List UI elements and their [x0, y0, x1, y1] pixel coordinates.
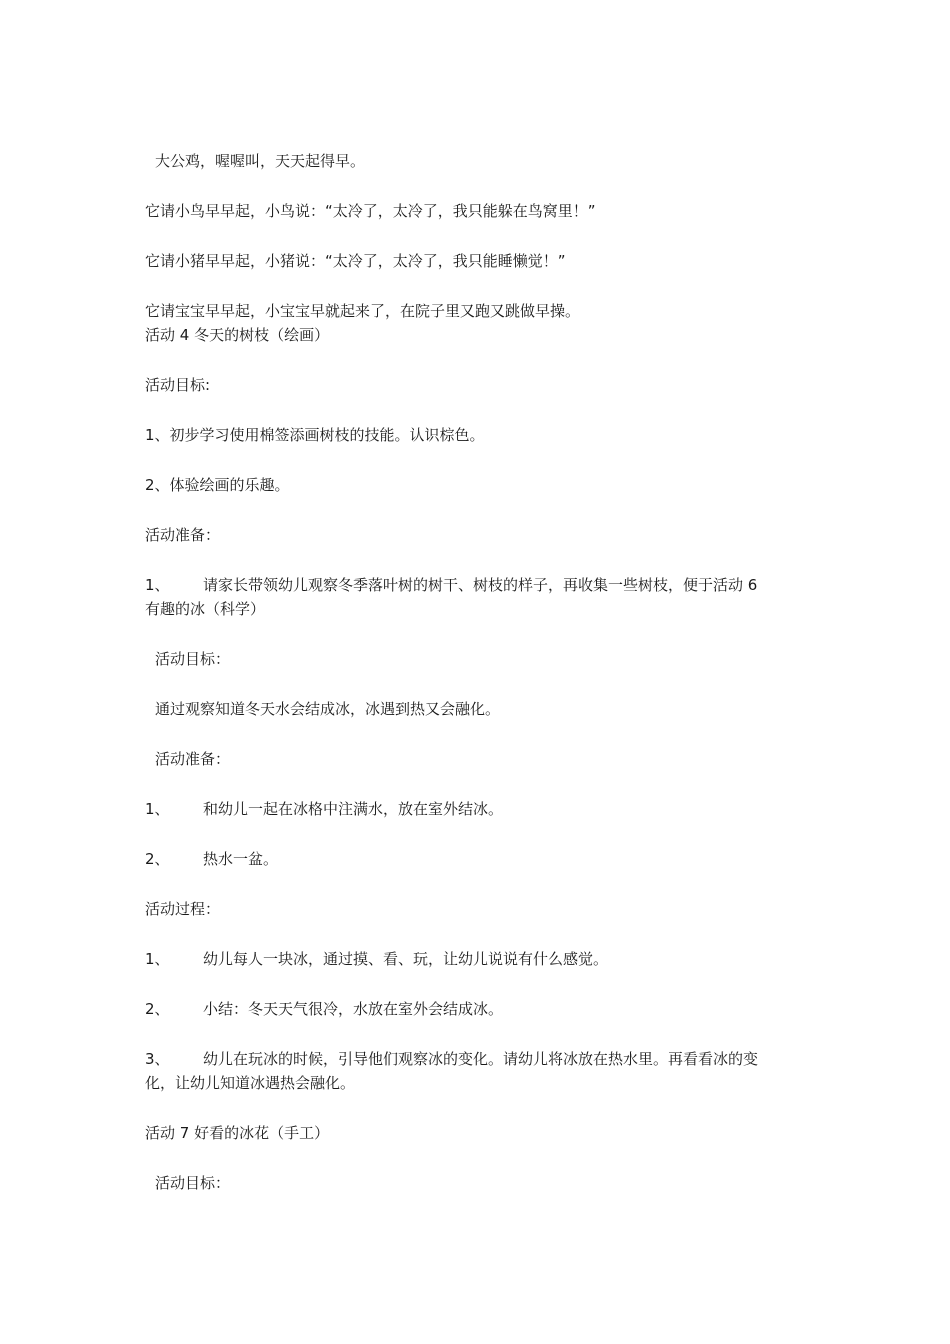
- activity6-process-heading: 活动过程：: [145, 900, 221, 918]
- poem-line-1: 大公鸡，喔喔叫，天天起得早。: [155, 152, 366, 170]
- activity4-goal-2: 2、体验绘画的乐趣。: [145, 476, 290, 494]
- activity6-goals-heading: 活动目标：: [155, 650, 231, 668]
- activity7-goals-heading: 活动目标：: [155, 1174, 231, 1192]
- list-number: 1、: [145, 576, 170, 594]
- activity6-goal-text: 通过观察知道冬天水会结成冰，冰遇到热又会融化。: [155, 700, 501, 718]
- list-text: 幼儿在玩冰的时候，引导他们观察冰的变化。请幼儿将冰放在热水里。再看看冰的变: [203, 1050, 759, 1068]
- list-text: 小结：冬天天气很冷，水放在室外会结成冰。: [203, 1000, 504, 1018]
- list-number: 2、: [145, 1000, 170, 1018]
- activity7-title: 活动 7 好看的冰花（手工）: [145, 1124, 330, 1142]
- list-text: 幼儿每人一块冰，通过摸、看、玩，让幼儿说说有什么感觉。: [203, 950, 609, 968]
- activity6-step-1: [145, 949, 608, 969]
- activity4-title: 活动 4 冬天的树枝（绘画）: [145, 326, 330, 344]
- poem-line-2: 它请小鸟早早起，小鸟说：“太冷了，太冷了，我只能躲在鸟窝里！”: [145, 202, 596, 220]
- poem-line-4: 它请宝宝早早起，小宝宝早就起来了，在院子里又跑又跳做早操。: [145, 302, 581, 320]
- activity4-prep-heading: 活动准备：: [145, 526, 221, 544]
- list-number: 1、: [145, 800, 170, 818]
- list-number: 3、: [145, 1050, 170, 1068]
- activity4-prep-item-1: [145, 575, 757, 595]
- list-text: 热水一盆。: [203, 850, 279, 868]
- activity6-prep-item-2: [145, 849, 278, 869]
- list-number: 1、: [145, 950, 170, 968]
- activity6-title: 有趣的冰（科学）: [145, 600, 266, 618]
- activity4-goals-heading: 活动目标:: [145, 376, 211, 394]
- list-number: 2、: [145, 850, 170, 868]
- activity6-prep-heading: 活动准备：: [155, 750, 231, 768]
- list-text: 请家长带领幼儿观察冬季落叶树的树干、树枝的样子，再收集一些树枝，便于活动 6: [203, 576, 758, 594]
- activity6-step-3-continued: 化，让幼儿知道冰遇热会融化。: [145, 1074, 356, 1092]
- list-text: 和幼儿一起在冰格中注满水，放在室外结冰。: [203, 800, 504, 818]
- activity6-step-3: [145, 1049, 758, 1069]
- poem-line-3: 它请小猪早早起，小猪说：“太冷了，太冷了，我只能睡懒觉！”: [145, 252, 566, 270]
- activity6-prep-item-1: [145, 799, 503, 819]
- activity6-step-2: [145, 999, 503, 1019]
- activity4-goal-1: 1、初步学习使用棉签添画树枝的技能。认识棕色。: [145, 426, 485, 444]
